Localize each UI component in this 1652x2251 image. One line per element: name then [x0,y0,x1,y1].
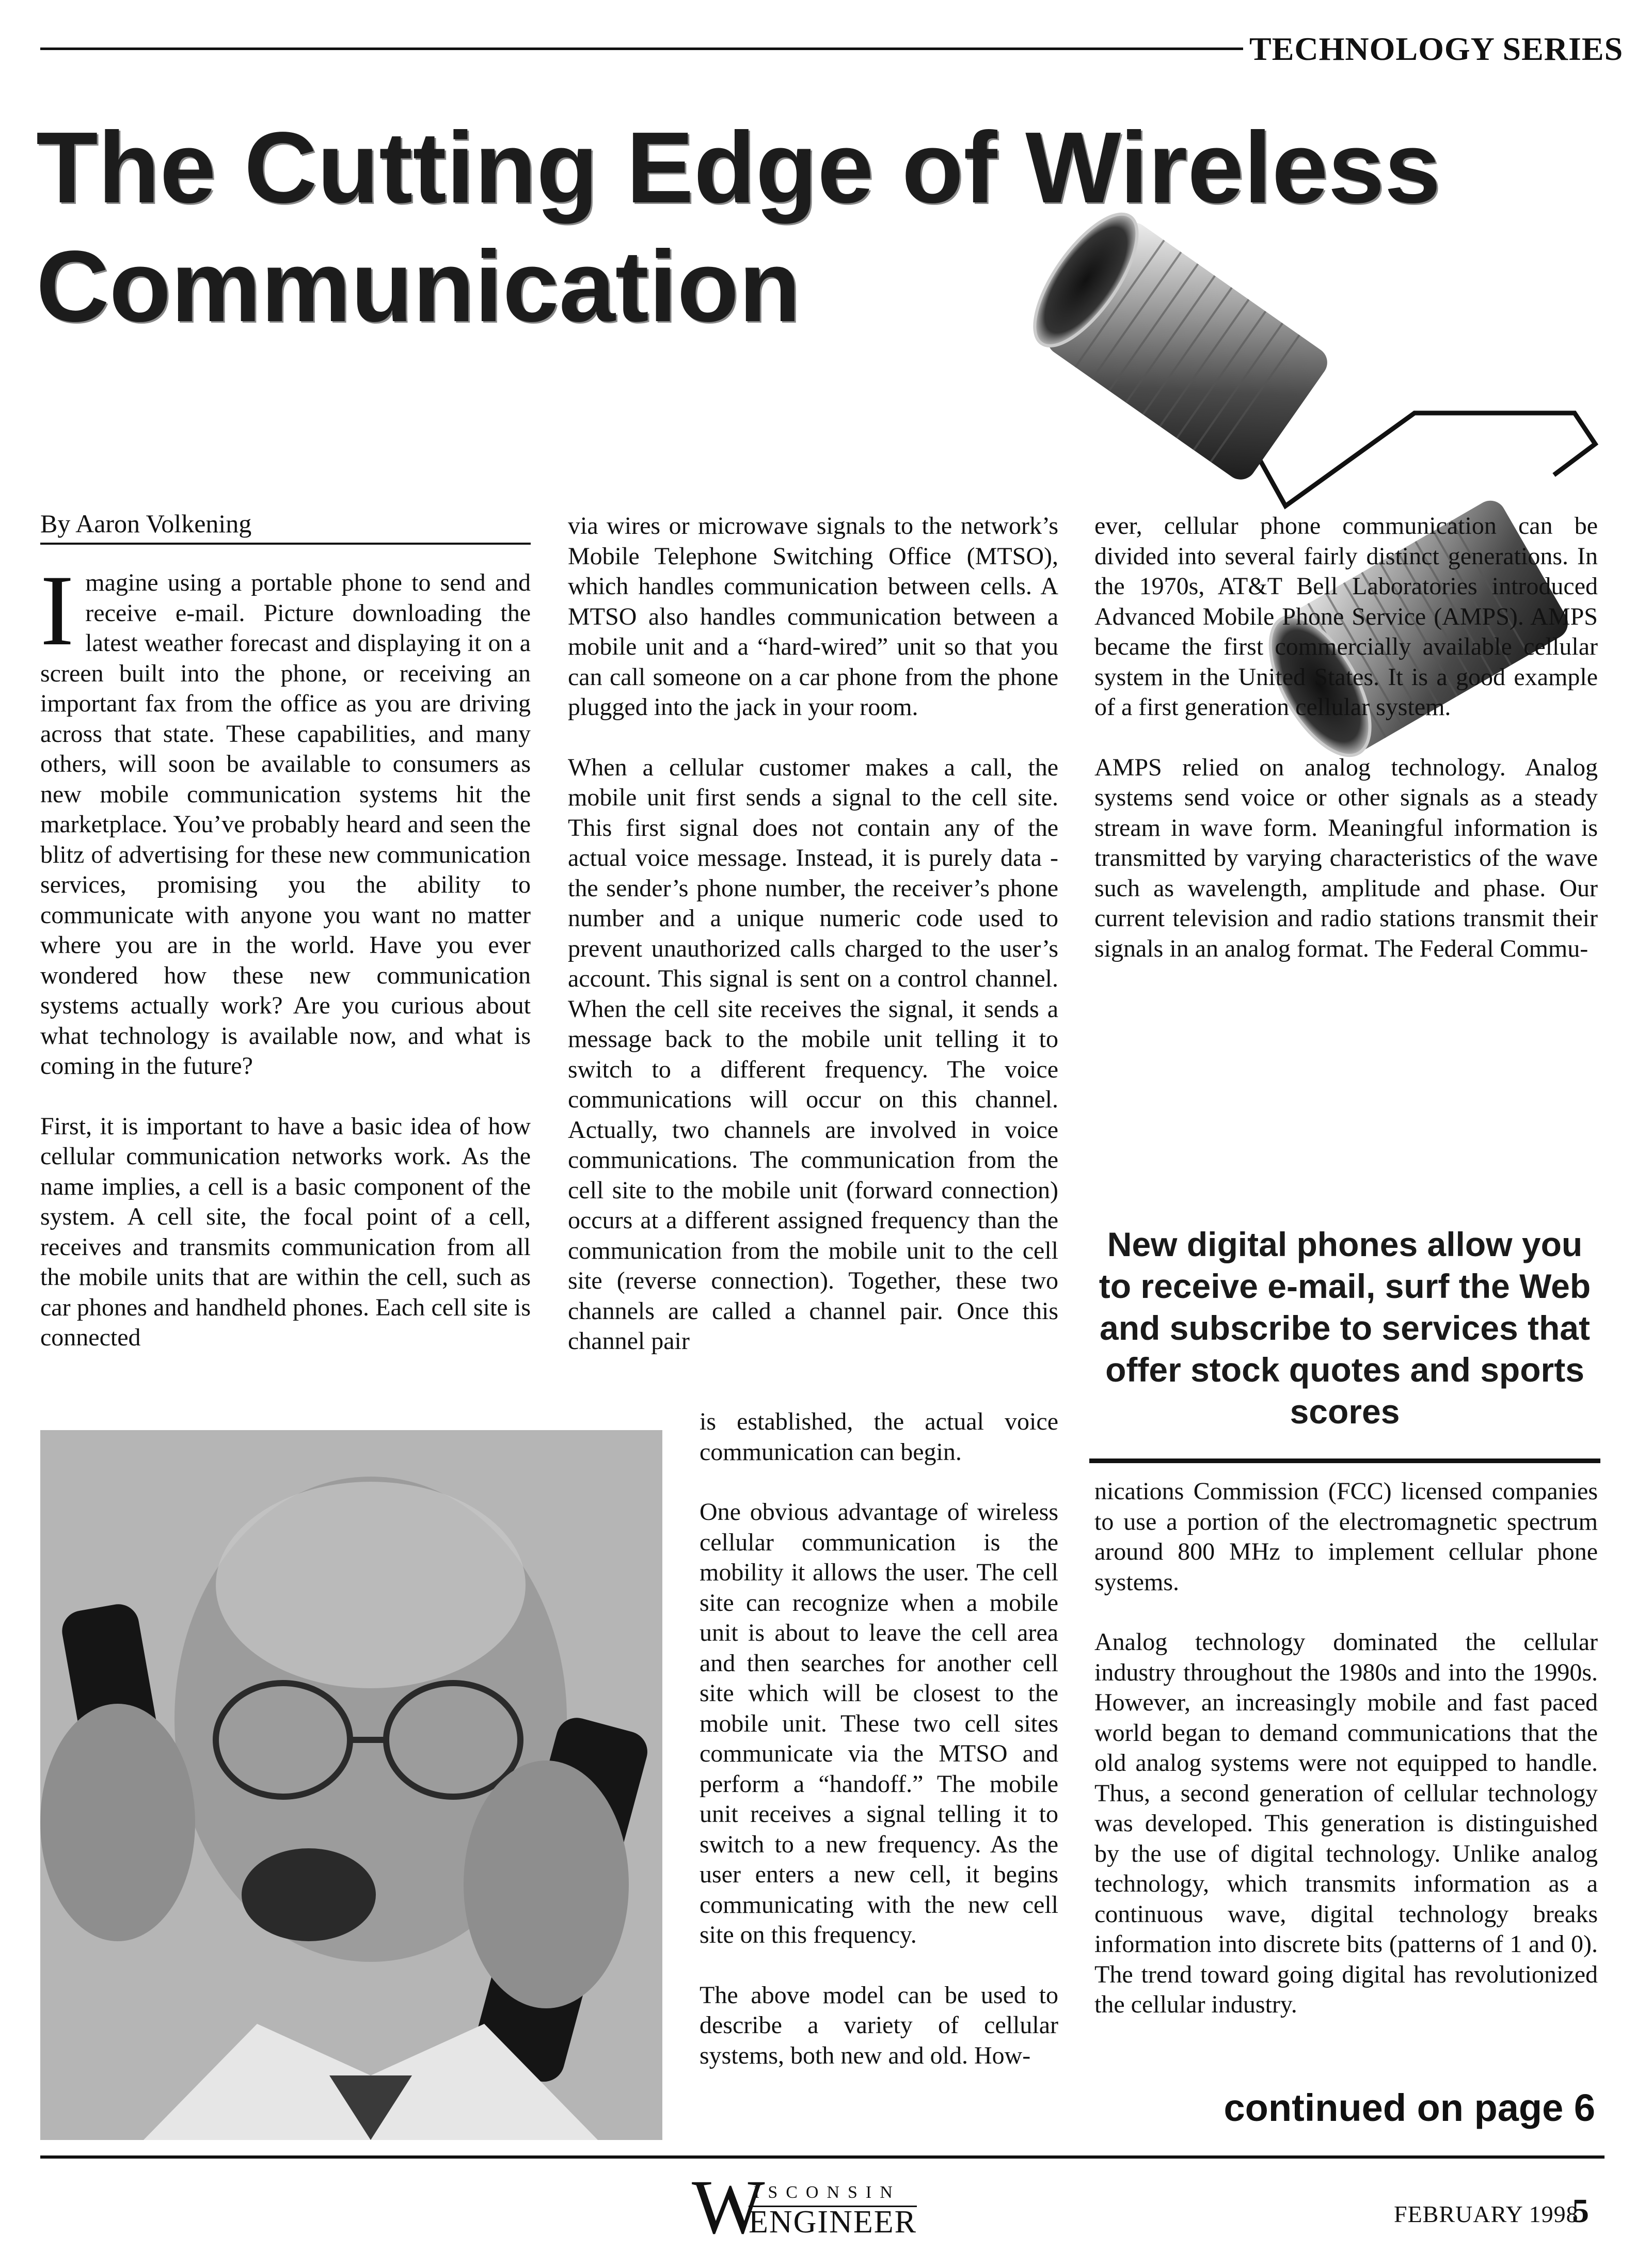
drop-cap: I [40,554,74,667]
body-column-2-continued [700,1407,1058,2071]
paragraph: The above model can be used to describe a variety of cellular systems, both new and old. How- [700,1981,1058,2069]
header-rule [40,47,1243,50]
body-column-1 [40,554,531,1353]
body-column-3-continued [1094,1477,1598,2020]
paragraph: ever, cellular phone communication can be divided into several fairly distinct generations. In the 1970s, AT&T Bell Laboratories introduced Advanced Mobile Phone Service (AMPS). AMPS became the first commercially available cellular system in the United States. It is a good example of a first generation cellular system. [1094,512,1598,721]
can-string [1260,413,1595,506]
paragraph: First, it is important to have a basic idea of how cellular communication networks work. As the name implies, a cell is a basic component of the system. A cell site, the focal point of a cell, receives and transmits communication from all the mobile units that are within the cell, such as car phones and handheld phones. Each cell site is connected [40,1112,531,1351]
pull-quote-rule [1089,1459,1600,1463]
body-column-2 [568,511,1058,1357]
series-label: TECHNOLOGY SERIES [1249,30,1624,67]
photo-illustration [40,1430,662,2140]
paragraph: is established, the actual voice communication can begin. [700,1408,1058,1466]
issue-date: FEBRUARY 1998 [1394,2201,1579,2227]
footer-rule [40,2155,1605,2159]
paragraph: AMPS relied on analog technology. Analog systems send voice or other signals as a steady stream in wave form. Meaningful information is transmitted by varying characteristics of the wave such as wavelength, amplitude and phase. Our current television and radio stations transmit their signals in an analog format. The Federal Commu- [1094,753,1598,962]
body-column-3 [1094,511,1598,964]
title-line-1: The Cutting Edge of Wireless [36,111,1441,224]
upper-can [1016,199,1333,485]
paragraph: Imagine using a portable phone to send and receive e-mail. Picture downloading the latest weather forecast and displaying it on a screen built into the phone, or receiving an important fax from the office as you are driving across that state. These capabilities, and many others, will soon be available to consumers as new mobile communication systems hit the marketplace. You’ve probably heard and seen the blitz of advertising for these new communication services, promising you the ability to communicate with anyone you want no matter where you are in the world. Have you ever wondered how these new communication systems actually work? Are you curious about what technology is available now, and what is coming in the future? [40,554,531,1080]
logo-letter: W [692,2164,765,2250]
paragraph: One obvious advantage of wireless cellular communication is the mobility it allows the user. The cell site can recognize when a mobile unit is about to leave the cell area and then searches for another cell site which will be closest to the mobile unit. These two cell sites communicate via the MTSO and perform a “handoff.” The mobile unit receives a signal telling it to switch to a new frequency. As the user enters a new cell, it begins communicating with the new cell site on this frequency. [700,1498,1058,1948]
paragraph: via wires or microwave signals to the network’s Mobile Telephone Switching Office (MTSO), which handles communication between cells. A MTSO also handles communication between a mobile unit and a “hard-wired” unit so that you can call someone on a car phone from the phone plugged into the jack in your room. [568,512,1058,721]
logo-bottom-text: ENGINEER [749,2205,917,2240]
photo-man-with-two-phones [40,1430,662,2140]
logo-top-text: ISCONSIN [754,2183,901,2202]
paragraph: nications Commission (FCC) licensed companies to use a portion of the electromagnetic spectrum around 800 MHz to implement cellular phone systems. [1094,1478,1598,1596]
paragraph: When a cellular customer makes a call, the mobile unit first sends a signal to the cell site. This first signal does not contain any of the actual voice message. Instead, it is purely data - the sender’s phone number, the receiver’s phone number and a unique numeric code used to prevent unauthorized calls charged to the user’s account. This signal is sent on a control channel. When the cell site receives the signal, it sends a message back to the mobile unit telling it to switch to a different frequency. The voice communications will occur on this channel. Actually, two channels are involved in voice communications. The communication from the cell site to the mobile unit (forward connection) occurs at a different assigned frequency than the communication from the mobile unit to the cell site (reverse connection). Together, these two channels are called a channel pair. Once this channel pair [568,753,1058,1355]
paragraph: Analog technology dominated the cellular industry throughout the 1980s and into the 1990s. However, an increasingly mobile and fast paced world began to demand communications that the old analog systems were not equipped to handle. Thus, a second generation of cellular technology was developed. This generation is distinguished by the use of digital technology. Unlike analog technology, which transmits information as a continuous wave, digital technology breaks information into discrete bits (patterns of 1 and 0). The trend toward going digital has revolutionized the cellular industry. [1094,1628,1598,2018]
page-number: 5 [1572,2192,1589,2230]
continued-notice: continued on page 6 [1224,2086,1595,2129]
byline: By Aaron Volkening [40,509,531,545]
wisconsin-engineer-logo [692,2164,929,2250]
pull-quote: New digital phones allow you to receive e-mail, surf the Web and subscribe to services that offer stock quotes and sports scores [1099,1225,1591,1431]
title-line-2: Communication [36,230,801,343]
